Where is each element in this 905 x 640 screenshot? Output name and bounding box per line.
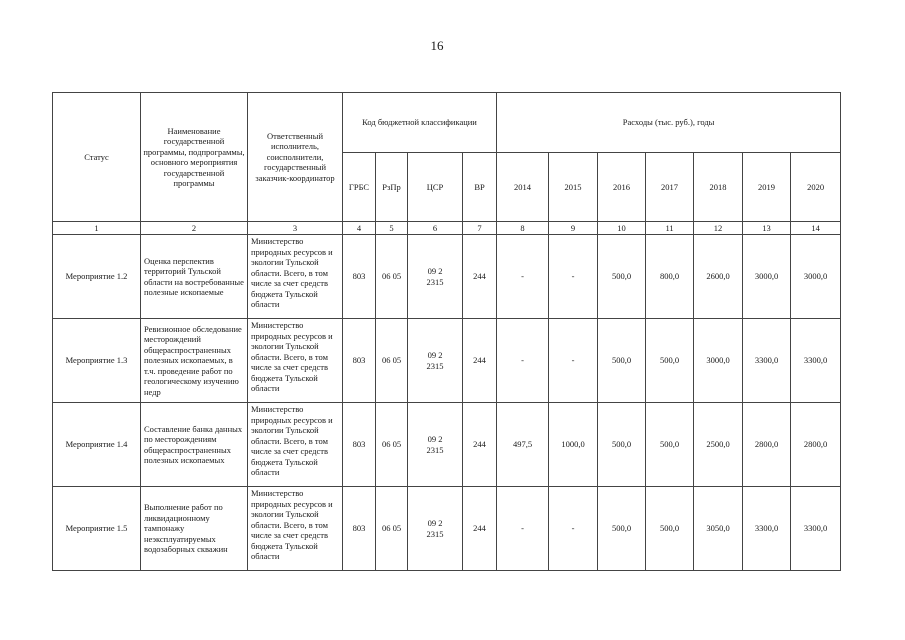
row-name: Составление банка данных по месторождениям общераспространенных полезных ископаемых (141, 403, 248, 487)
column-number: 10 (598, 222, 646, 235)
column-number: 13 (743, 222, 791, 235)
row-responsible: Министерство природных ресурсов и экологии Тульской области. Всего, в том числе за счет средств бюджета Тульской области (248, 487, 343, 571)
row-value-2015: - (549, 235, 598, 319)
row-rzpr: 06 05 (376, 487, 408, 571)
header-year-2015: 2015 (549, 153, 598, 222)
row-vr: 244 (463, 235, 497, 319)
row-status: Мероприятие 1.3 (53, 319, 141, 403)
budget-table (52, 92, 841, 571)
column-number: 14 (791, 222, 841, 235)
column-number: 8 (497, 222, 549, 235)
page-number: 16 (430, 38, 444, 53)
row-value-2016: 500,0 (598, 319, 646, 403)
header-vr: ВР (463, 153, 497, 222)
row-status: Мероприятие 1.2 (53, 235, 141, 319)
row-vr: 244 (463, 487, 497, 571)
row-csr (408, 487, 463, 571)
table-row (53, 487, 841, 571)
table-row (53, 403, 841, 487)
row-csr (408, 319, 463, 403)
row-csr (408, 403, 463, 487)
row-csr-part2: 2315 (426, 276, 444, 287)
row-rzpr: 06 05 (376, 403, 408, 487)
header-year-2020: 2020 (791, 153, 841, 222)
header-status: Статус (53, 93, 141, 222)
row-grbs: 803 (343, 235, 376, 319)
row-name: Оценка перспектив территорий Тульской области на востребованные полезные ископаемые (141, 235, 248, 319)
header-rzpr: РзПр (376, 153, 408, 222)
header-expenses: Расходы (тыс. руб.), годы (497, 93, 841, 153)
row-value-2016: 500,0 (598, 403, 646, 487)
column-number: 7 (463, 222, 497, 235)
row-value-2014: - (497, 235, 549, 319)
row-value-2017: 500,0 (646, 487, 694, 571)
header-year-2019: 2019 (743, 153, 791, 222)
row-value-2014: - (497, 319, 549, 403)
row-value-2019: 3300,0 (743, 487, 791, 571)
column-number: 2 (141, 222, 248, 235)
row-value-2019: 3300,0 (743, 319, 791, 403)
row-value-2019: 3000,0 (743, 235, 791, 319)
column-number: 5 (376, 222, 408, 235)
row-value-2020: 3300,0 (791, 319, 841, 403)
row-responsible: Министерство природных ресурсов и экологии Тульской области. Всего, в том числе за счет средств бюджета Тульской области (248, 403, 343, 487)
header-csr: ЦСР (408, 153, 463, 222)
column-number: 1 (53, 222, 141, 235)
row-value-2014: 497,5 (497, 403, 549, 487)
row-csr (408, 235, 463, 319)
row-name: Ревизионное обследование месторождений общераспространенных полезных ископаемых, в т.ч. проведение работ по геологическому изучению недр (141, 319, 248, 403)
row-value-2018: 2600,0 (694, 235, 743, 319)
row-csr-part1: 09 2 (427, 349, 443, 360)
row-value-2018: 3000,0 (694, 319, 743, 403)
column-number: 12 (694, 222, 743, 235)
column-number-row (53, 222, 841, 235)
header-year-2017: 2017 (646, 153, 694, 222)
row-value-2017: 500,0 (646, 403, 694, 487)
header-year-2014: 2014 (497, 153, 549, 222)
row-grbs: 803 (343, 319, 376, 403)
row-name: Выполнение работ по ликвидационному тампонажу неэксплуатируемых водозаборных скважин (141, 487, 248, 571)
row-vr: 244 (463, 319, 497, 403)
row-rzpr: 06 05 (376, 235, 408, 319)
header-program-name: Наименование государственной программы, подпрограммы, основного мероприятия государственной программы (141, 93, 248, 222)
row-value-2015: 1000,0 (549, 403, 598, 487)
header-year-2016: 2016 (598, 153, 646, 222)
header-responsible: Ответственный исполнитель, соисполнители, государственный заказчик-координатор (248, 93, 343, 222)
row-rzpr: 06 05 (376, 319, 408, 403)
row-value-2018: 3050,0 (694, 487, 743, 571)
row-responsible: Министерство природных ресурсов и экологии Тульской области. Всего, в том числе за счет средств бюджета Тульской области (248, 319, 343, 403)
row-vr: 244 (463, 403, 497, 487)
table-row (53, 319, 841, 403)
column-number: 6 (408, 222, 463, 235)
row-value-2015: - (549, 319, 598, 403)
row-csr-part1: 09 2 (427, 265, 443, 276)
row-value-2016: 500,0 (598, 487, 646, 571)
table-row (53, 235, 841, 319)
row-csr-part2: 2315 (426, 360, 444, 371)
row-grbs: 803 (343, 403, 376, 487)
row-value-2018: 2500,0 (694, 403, 743, 487)
row-responsible: Министерство природных ресурсов и экологии Тульской области. Всего, в том числе за счет средств бюджета Тульской области (248, 235, 343, 319)
row-status: Мероприятие 1.5 (53, 487, 141, 571)
row-status: Мероприятие 1.4 (53, 403, 141, 487)
column-number: 9 (549, 222, 598, 235)
row-value-2016: 500,0 (598, 235, 646, 319)
row-value-2019: 2800,0 (743, 403, 791, 487)
column-number: 11 (646, 222, 694, 235)
header-budget-code: Код бюджетной классификации (343, 93, 497, 153)
row-csr-part1: 09 2 (427, 517, 443, 528)
row-csr-part1: 09 2 (427, 433, 443, 444)
row-csr-part2: 2315 (426, 444, 444, 455)
header-row-top (53, 93, 841, 153)
row-csr-part2: 2315 (426, 528, 444, 539)
column-number: 3 (248, 222, 343, 235)
row-value-2017: 500,0 (646, 319, 694, 403)
row-value-2015: - (549, 487, 598, 571)
row-value-2014: - (497, 487, 549, 571)
column-number: 4 (343, 222, 376, 235)
header-year-2018: 2018 (694, 153, 743, 222)
row-grbs: 803 (343, 487, 376, 571)
row-value-2020: 3300,0 (791, 487, 841, 571)
row-value-2020: 2800,0 (791, 403, 841, 487)
row-value-2017: 800,0 (646, 235, 694, 319)
header-grbs: ГРБС (343, 153, 376, 222)
row-value-2020: 3000,0 (791, 235, 841, 319)
